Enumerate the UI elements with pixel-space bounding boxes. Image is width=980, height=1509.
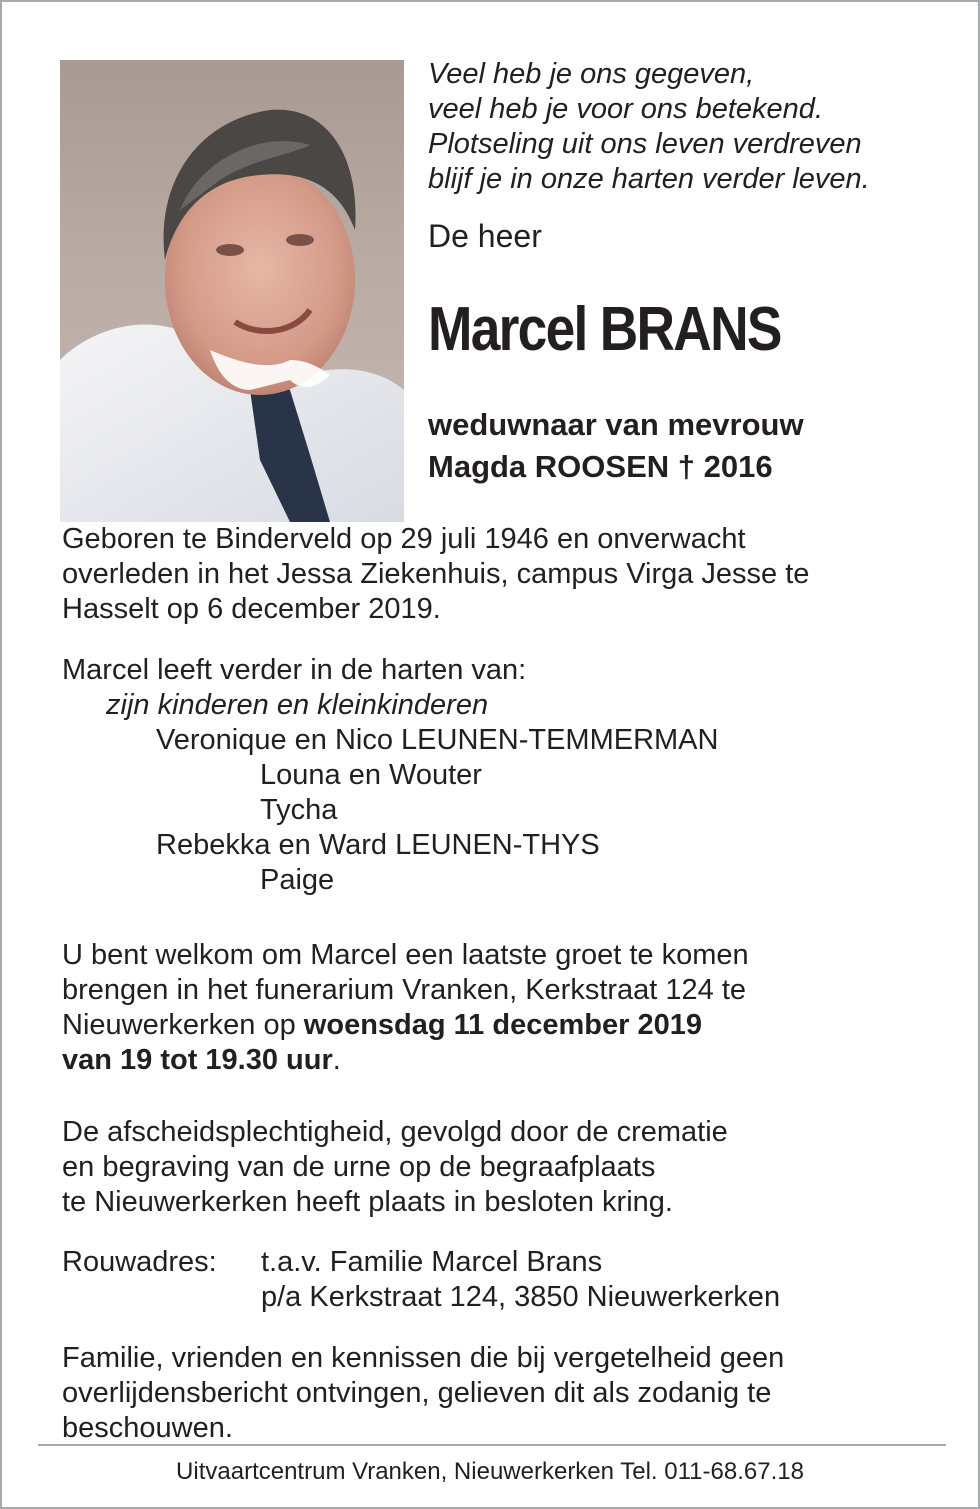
widower-of xyxy=(428,404,804,488)
text-line: overlijdensbericht ontvingen, gelieven dit als zodanig te xyxy=(62,1377,772,1409)
honorific: De heer xyxy=(428,218,542,254)
visitation-time: van 19 tot 19.30 uur xyxy=(62,1044,333,1076)
surviving-family xyxy=(62,653,942,898)
text-line: te Nieuwerkerken heeft plaats in besloten kring. xyxy=(62,1186,673,1218)
funeral-home-footer: Uitvaartcentrum Vranken, Nieuwerkerken Tel. 011-68.67.18 xyxy=(176,1458,804,1485)
text-line: Hasselt op 6 december 2019. xyxy=(62,593,441,625)
spouse-name: Magda ROOSEN † 2016 xyxy=(428,449,773,484)
text-line: De afscheidsplechtigheid, gevolgd door de crematie xyxy=(62,1116,728,1148)
mourning-address xyxy=(62,1245,942,1315)
text-line: beschouwen. xyxy=(62,1412,233,1444)
address-label-spacer xyxy=(62,1280,261,1315)
poem-line: Veel heb je ons gegeven, xyxy=(428,58,755,90)
poem-line: veel heb je voor ons betekend. xyxy=(428,93,823,125)
widower-line: weduwnaar van mevrouw xyxy=(428,407,804,442)
address-line: t.a.v. Familie Marcel Brans xyxy=(261,1246,603,1278)
text-span: . xyxy=(332,1044,341,1076)
birth-death-details xyxy=(62,522,942,627)
deceased-name: Marcel BRANS xyxy=(428,295,781,364)
child-couple: Rebekka en Ward LEUNEN-THYS xyxy=(156,829,600,861)
portrait-photo xyxy=(60,60,404,522)
poem-line: Plotseling uit ons leven verdreven xyxy=(428,128,862,160)
text-line xyxy=(62,1043,942,1078)
visitation-date: woensdag 11 december 2019 xyxy=(303,1009,702,1041)
grandchild: Tycha xyxy=(260,794,338,826)
memorial-poem xyxy=(428,57,948,197)
family-intro: Marcel leeft verder in de harten van: xyxy=(62,654,527,686)
text-line: brengen in het funerarium Vranken, Kerkstraat 124 te xyxy=(62,974,747,1006)
address-line: p/a Kerkstraat 124, 3850 Nieuwerkerken xyxy=(261,1281,781,1313)
text-line: overleden in het Jessa Ziekenhuis, campus Virga Jesse te xyxy=(62,558,810,590)
text-line: en begraving van de urne op de begraafplaats xyxy=(62,1151,656,1183)
text-line: Familie, vrienden en kennissen die bij vergetelheid geen xyxy=(62,1342,785,1374)
visitation-details xyxy=(62,938,942,1078)
poem-line: blijf je in onze harten verder leven. xyxy=(428,163,870,195)
address-row xyxy=(62,1245,942,1280)
address-label: Rouwadres: xyxy=(62,1246,217,1278)
grandchild: Louna en Wouter xyxy=(260,759,482,791)
address-row xyxy=(62,1280,942,1315)
ceremony-details xyxy=(62,1115,942,1220)
text-line: Geboren te Binderveld op 29 juli 1946 en onverwacht xyxy=(62,523,746,555)
grandchild: Paige xyxy=(260,864,335,896)
text-line: U bent welkom om Marcel een laatste groet te komen xyxy=(62,939,749,971)
footer-divider xyxy=(38,1444,946,1446)
text-line xyxy=(62,1008,942,1043)
text-span: Nieuwerkerken op xyxy=(62,1009,304,1041)
family-group-label: zijn kinderen en kleinkinderen xyxy=(106,689,489,721)
notice-text xyxy=(62,1341,942,1446)
child-couple: Veronique en Nico LEUNEN-TEMMERMAN xyxy=(156,724,719,756)
